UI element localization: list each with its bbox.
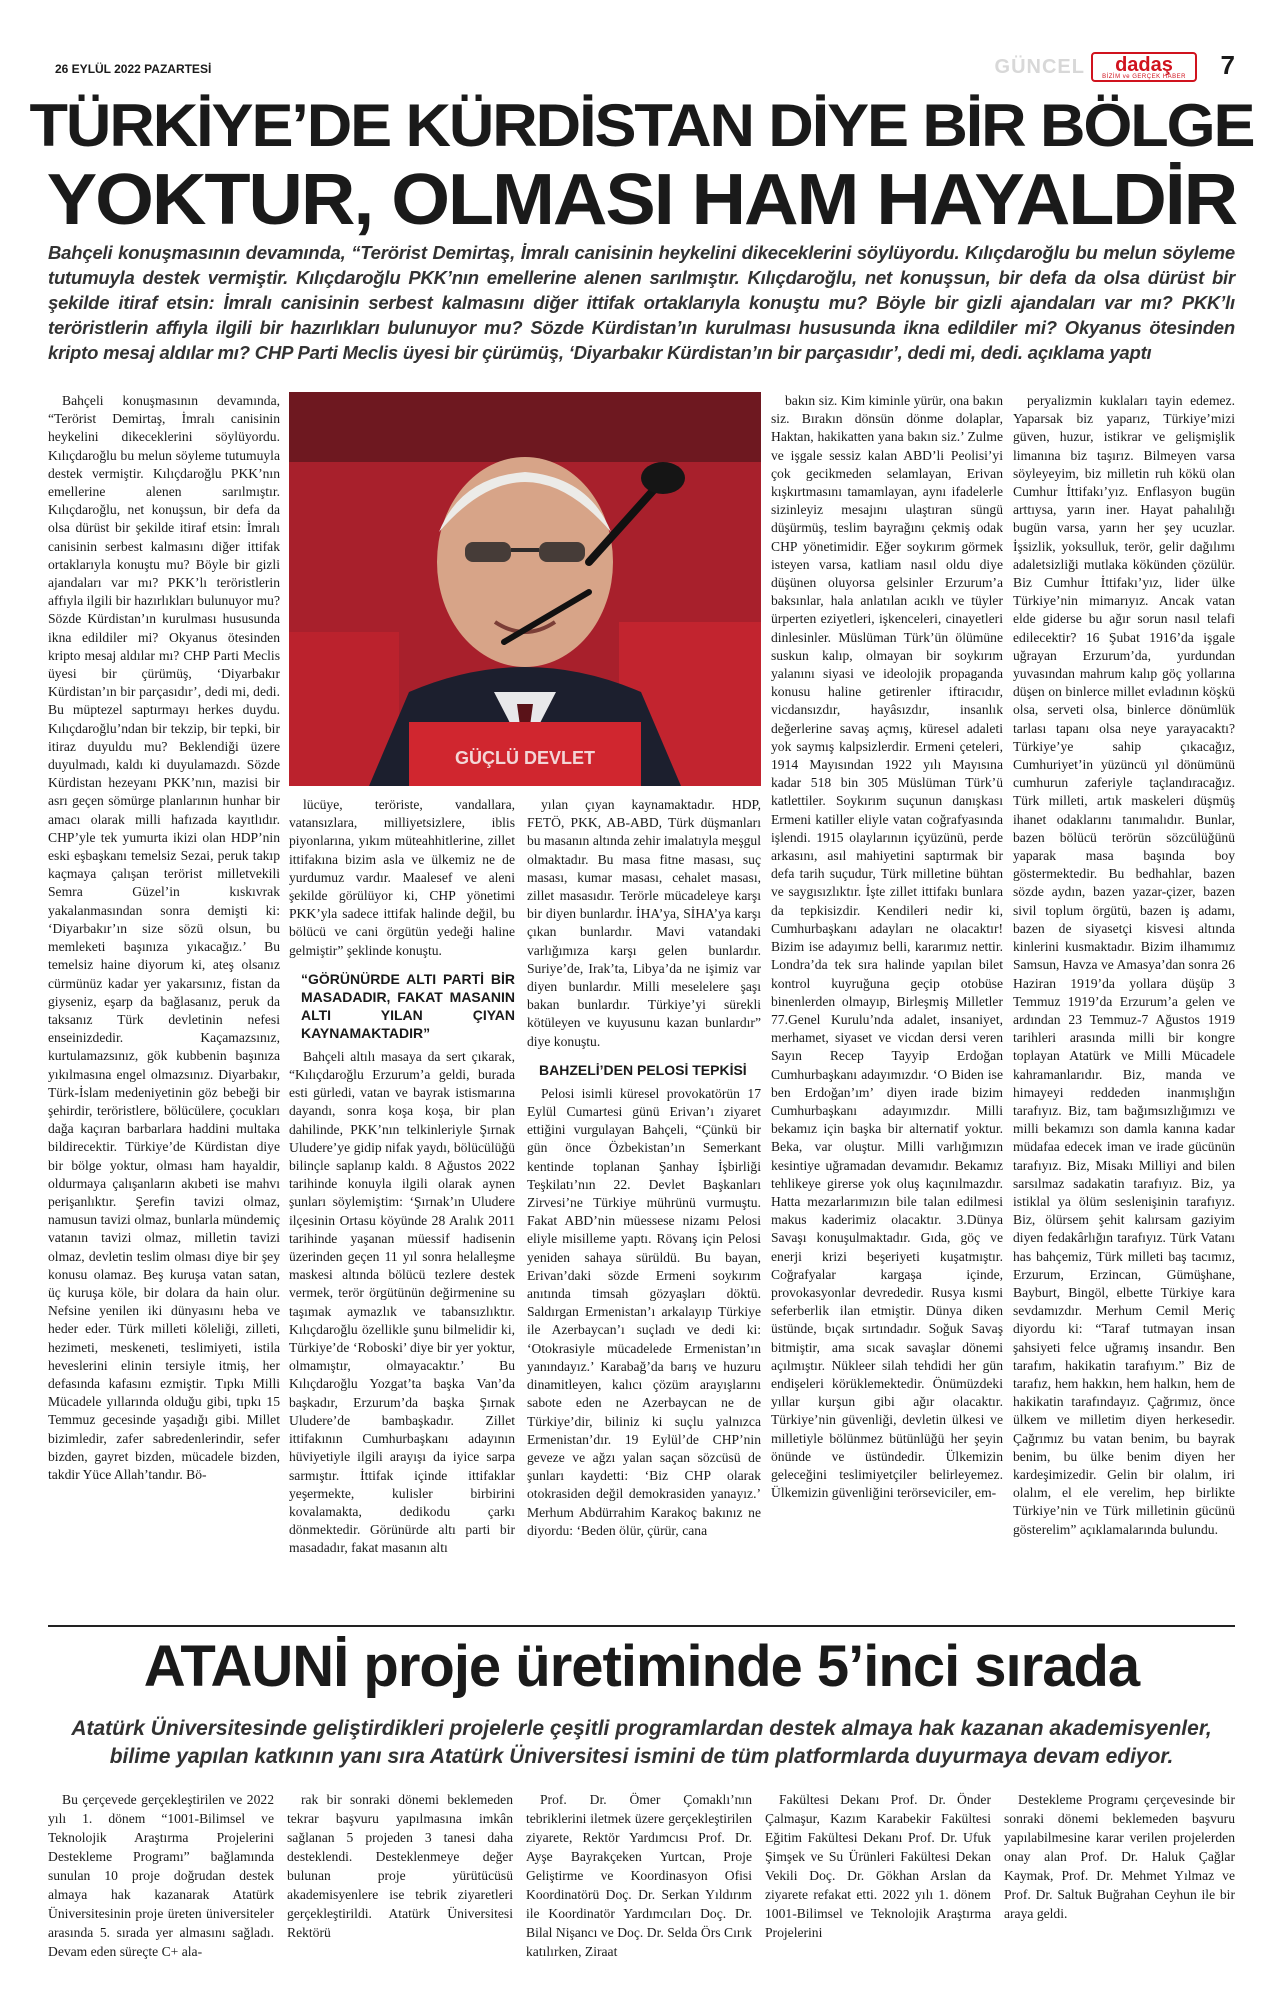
- headline-article-2: ATAUNİ proje üretiminde 5’inci sırada: [143, 1634, 1140, 1699]
- speaker-photo: [289, 392, 761, 786]
- column-text: lücüye, teröriste, vandallara, vatansızlara, milliyetsizlere, iblis piyonlarına, yıkım müteahhitlerine, zillet ittifakına bizim asla ve ülkemiz ne de yurdumuz vardır. Maalesef ve aleni şekilde görülüyor ki, CHP yönetimi PKK’yla sadece ittifak halinde değil, bu bölücü ve cani örgütün yedeği haline gelmiştir” şeklinde konuştu.: [289, 797, 515, 958]
- column-text: Bahçeli konuşmasının devamında, “Terörist Demirtaş, İmralı canisinin heykelini dikeceklerini söylüyordu. Kılıçdaroğlu bu melun söyleme tutumuyla destek vermiştir. Kılıçdaroğlu PKK’nın emellerine alenen sarılmıştır. Kılıçdaroğlu, net konuşsun, bir defa da olsa dürüst bir şekilde itiraf etsin: İmralı canisinin serbest kalmasını diğer ittifak ortaklarıyla konuştu mu? Böyle bir gizli ajandaları var mı? PKK’lı teröristlerin affıyla ilgili bir hazırlıkları bulunuyor mu? Sözde Kürdistan’ın kurulması hususunda ikna edildiler mi? Okyanus ötesinden kripto mesaj aldılar mı? CHP Parti Meclis üyesi bir çürümüş, ‘Diyarbakır Kürdistan’ın bir parçasıdır’, dedi mi, dedi. Bu müptezel saptırmayı herkes duydu. Kılıçdaroğlu’ndan bir tekzip, bir tepki, bir itiraz duyuldu mu? Beklendiği üzere duyulmadı, kaldı ki duyulamazdı. Sözde Kürdistan hezeyanı PKK’nın, mazisi bir asrı geçen sömürge planlarının hunhar bir amacı olarak milli hafızada kayıtlıdır. CHP’yle tek yumurta ikizi olan HDP’nin eski eşbaşkanı temelsiz Sezai, peruk takıp kaçmaya çalışan terörist milletvekili Semra Güzel’in kıskıvrak yakalanmasından sonra demişti ki: ‘Diyarbakır’ın size sözü olsun, bu memleketi başınıza yıkacağız.’ Bu temelsiz haine diyorum ki, ateş olsanız cürmünüz kadar yer yakarsınız, fistan da giyseniz, eşarp da bağlasanız, peruk da taksanız Türk devletinin nefesi enseinizdedir. Kaçamazsınız, kurtulamazsınız, gök kubbenin başınıza yıkılmasına engel olmazsınız. Diyarbakır, Türk-İslam medeniyetinin göz bebeği bir şehirdir, teröristlere, bölücülere, çocukları dağa kaçıran barbarlara haddini multaka bildirecektir. Türkiye’de Kürdistan diye bir bölge yoktur, olması ham hayaldir, oldurmaya çalışanların akıbeti ise mahvı perişanlıktır. Şerefin tavizi olmaz, namusun tavizi olmaz, bunlarla mündemiç vatanın tavizi olmaz, milletin tavizi olmaz, devletin teslim olması diye bir şey konusu olamaz. Beş kuruşa vatan satan, üç kuruşa köle, bir dolara da hain olur. Nefsine yenilen iki dünyasını heba ve heder eder. Türk milleti köleliği, zilleti, hezimeti, meskeneti, teslimiyeti, istila heveslerini elinin tersiyle itmiş, her defasında kafasını ezmiştir. Tıpkı Milli Mücadele yıllarında olduğu gibi, tıpkı 15 Temmuz gecesinde yaşadığı gibi. Millet bizimledir, zafer sabredenlerindir, sefer bizden, gayret bizden, mücadele bizden, takdir Yüce Allah’tandır. Bö-: [48, 393, 280, 1482]
- headline-line-1: TÜRKİYE’DE KÜRDİSTAN DİYE BİR BÖLGE: [29, 92, 1254, 159]
- column-text: yılan çıyan kaynamaktadır. HDP, FETÖ, PKK, AB-ABD, Türk düşmanları bu masanın altında zehir imalatıyla meşgul olmaktadır. Bu masa fitne masası, suç masası, kumar masası, cehalet masası, zillet masasıdır. Terörle mücadeleye karşı bir diyen bunlardır. İHA’ya, SİHA’ya karşı çıkan bunlardır. Mavi vatandaki varlığımıza karşı gelen bunlardır. Suriye’de, Irak’ta, Libya’da ne işimiz var diyen bunlardır. Milli meselelere şaşı bakan bunlardır. Türkiye’yi sürekli kötüleyen ve kuyusunu kazan bunlardır” diye konuştu.: [527, 797, 761, 1049]
- section-label: GÜNCEL: [994, 56, 1085, 78]
- page-number: 7: [1220, 50, 1235, 80]
- column-text: Prof. Dr. Ömer Çomaklı’nın tebriklerini iletmek üzere gerçekleştirilen ziyarete, Rektör Yardımcısı Prof. Dr. Ayşe Bayrakçeken Yurtcan, Proje Geliştirme ve Koordinasyon Ofisi Koordinatörü Doç. Dr. Serkan Yıldırım ile Koordinatör Yardımcıları Doç. Dr. Bilal Nişancı ve Doç. Dr. Selda Örs Cırık katılırken, Ziraat: [526, 1792, 752, 1959]
- article-column-1: [48, 392, 280, 1614]
- article-2-lead: Atatürk Üniversitesinde geliştirdikleri projelerle çeşitli programlardan destek almaya hak kazanan akademisyenler, bilime yapılan katkının yanı sıra Atatürk Üniversitesi ismini de tüm platformlarda duyurmaya devam ediyor.: [71, 1717, 1212, 1768]
- article-lead: Bahçeli konuşmasının devamında, “Terörist Demirtaş, İmralı canisinin heykelini dikeceklerini söylüyordu. Kılıçdaroğlu bu melun söyleme tutumuyla destek vermiştir. Kılıçdaroğlu PKK’nın emellerine alenen sarılmıştır. Kılıçdaroğlu, net konuşsun, bir defa da olsa dürüst bir şekilde itiraf etsin: İmralı canisinin serbest kalmasını diğer ittifak ortaklarıyla konuştu mu? Böyle bir gizli ajandaları var mı? PKK’lı teröristlerin affıyla ilgili bir hazırlıkları bulunuyor mu? Sözde Kürdistan’ın kurulması hususunda ikna edildiler mi? Okyanus ötesinden kripto mesaj aldılar mı? CHP Parti Meclis üyesi bir çürümüş, ‘Diyarbakır Kürdistan’ın bir parçasıdır’, dedi mi, dedi. açıklama yaptı: [48, 242, 1235, 363]
- column-text: Fakültesi Dekanı Prof. Dr. Önder Çalmaşur, Kazım Karabekir Fakültesi Eğitim Fakültesi Dekanı Prof. Dr. Ufuk Şimşek ve Su Ürünleri Fakültesi Dekan Vekili Doç. Dr. Gökhan Arslan da ziyarete refakat etti. 2022 yılı 1. dönem 1001-Bilimsel ve Teknolojik Araştırma Projelerini: [765, 1792, 991, 1940]
- column-text: Bu çerçevede gerçekleştirilen ve 2022 yılı 1. dönem “1001-Bilimsel ve Teknolojik Araştırma Projelerini Destekleme Programı” bağlamında sunulan 10 proje doğrudan destek almaya hak kazanarak Atatürk Üniversitesinin proje üreten üniversiteler arasında 5. sırada yer almasını sağladı. Devam eden süreçte C+ ala-: [48, 1792, 274, 1959]
- speaker-illustration: [289, 392, 761, 786]
- newspaper-logo: [1091, 52, 1197, 82]
- article-2-column-3: [526, 1790, 752, 1986]
- article-2-column-5: [1004, 1790, 1235, 1986]
- column-text: bakın siz. Kim kiminle yürür, ona bakın siz. Bırakın dönsün dönme dolaplar, Haktan, hakikatten yana bakın siz.’ Zulme ve işgale sessiz kalan ABD’li Peolisi’yi çok gecikmeden selamlayan, Erivan kışkırtmasını tamamlayan, aynı ifadelerle sizinleyiz mesajını ulaştıran süngü düşürmüş, teslim bayrağını çekmiş odak CHP yönetimidir. Eğer soykırım görmek isteyen varsa, katliam nasıl oldu diye düşünen oluyorsa gelsinler Erzurum’a baksınlar, hala anlatılan acıklı ve tüyler ürperten eziyetleri, işkenceleri, cinayetleri dinlesinler. Müslüman Türk’ün ölümüne suskun kalıp, olmayan bir soykırım yalanını siyasi ve ideolojik propaganda konusu haline getirenler iftiracıdır, vicdansızdır, hayâsızdır, insanlık değerlerine savaş açmış, küresel adaleti yok saymış kalpsizlerdir. Ermeni çeteleri, 1914 Mayısından 1922 yılı Mayısına kadar 518 bin 305 Müslüman Türk’ü katlettiler. Soykırım suçunun danışkası Ermeni katiller eliyle vatan coğrafyasında işlendi. 1915 olaylarının içyüzünü, perde arkasını, asıl mahiyetini saptırmak bir defa tarih suçudur, Türk milletine bühtan ve saygısızlıktır. İşte zillet ittifakı bunlara da tepkisizdir. Kendileri nedir ki, Cumhurbaşkanı adayları ne olacaktır! Bizim ise adayımız belli, kararımız nettir. Londra’da tek sıra halinde yapılan bilet kontrol kuyruğuna geçip otobüse binenlerden olmayıp, Birleşmiş Milletler 77.Genel Kurulu’nda adalet, insaniyet, merhamet, siyaset ve vicdan dersi veren Sayın Recep Tayyip Erdoğan Cumhurbaşkanı adayımızdır. ‘O Biden ise ben Erdoğan’ım’ diyen irade bizim Cumhurbaşkanı adayımızdır. Milli bekamız için başka bir alternatif yoktur. Beka, var oluştur. Milli varlığımızın kesintiye uğramadan devamıdır. Bekamız tehlikeye girerse yok oluş kaçınılmazdır. Hatta mezarlarımızın bile talan edilmesi makus kaderimiz olacaktır. 3.Dünya Savaşı konuşulmaktadır. Gıda, göç ve enerji krizi beşeriyeti kuşatmıştır. Coğrafyalar kargaşa içinde, provokasyonlar devrededir. Rusya kısmi seferberlik ilan etmiştir. Dünya diken üstünde, bıçak sırtındadır. Soğuk Savaş bitmiştir, ama sıcak savaşlar dönemi açılmıştır. Nükleer silah tehdidi her gün endişeleri körüklemektedir. Önümüzdeki yıllar kurşun gibi ağır olacaktır. Türkiye’nin güvenliği, devletin ülkesi ve milletiyle bölünmez bütünlüğü her şeyin önünde ve üstündedir. Ülkemizin geleceğini teslimiyetçiler belirleyemez. Ülkemizin güvenliğini terörseviciler, em-: [771, 393, 1003, 1501]
- article-divider: [48, 1625, 1235, 1627]
- column-text: rak bir sonraki dönemi beklemeden tekrar başvuru yapılmasına imkân sağlanan 5 projeden 3 tanesi daha desteklendi. Desteklenmeye değer bulunan proje yürütücüsü akademisyenlere ise tebrik ziyaretleri gerçekleştirildi. Atatürk Üniversitesi Rektörü: [287, 1792, 513, 1940]
- logo-tagline: BİZİM ve GERÇEK HABER: [1102, 74, 1186, 80]
- article-2-column-2: [287, 1790, 513, 1986]
- subheading-pelosi: BAHZELİ’DEN PELOSİ TEPKİSİ: [539, 1061, 747, 1078]
- column-text: Bahçeli altılı masaya da sert çıkarak, “Kılıçdaroğlu Erzurum’a geldi, burada esti gürledi, vatan ve bayrak istismarına dayandı, sonra koşa koşa, bir plan dahilinde, PKK’nın telkinleriyle Şırnak Uludere’ye gidip nifak yaydı, bölücülüğü bilinçle saplanıp kaldı. 8 Ağustos 2022 tarihinde konuyla ilgili olarak aynen şunları söylemiştim: ‘Şırnak’ın Uludere ilçesinin Ortasu köyünde 28 Aralık 2011 tarihinde yaşanan müessif hadisenin üzerinden geçen 11 yıl sonra helalleşme maskesi altında bölücü tezlere destek vermek, terör örgütünün değirmenine su taşımak aymazlık ve tabansızlıktır. Kılıçdaroğlu özellikle şunu bilmelidir ki, Türkiye’de ‘Roboski’ diye bir yer yoktur, olmamıştır, olmayacaktır.’ Bu Kılıçdaroğlu Yozgat’ta başka Van’da başkadır, Erzurum’da başka Şırnak Uludere’de bambaşkadır. Zillet ittifakının Cumhurbaşkanı adayının hüviyetiyle ilgili arayışı da iyice sarpa sarmıştır. İttifak içinde ittifaklar yeşermekte, kulisler birbirini kovalamakta, dedikodu çarkı dönmektedir. Görünürde altı parti bir masadadır, fakat masanın altı: [289, 1048, 515, 1556]
- column-text: peryalizmin kuklaları tayin edemez. Yaparsak biz yaparız, Türkiye’mizi güven, huzur, istikrar ve gelişmişlik limanına biz taşırız. Bilmeyen varsa söyleyeyim, biz milletin ruh kökü olan Cumhur İttifakı’yız. Enflasyon bugün arttıysa, yarın iner. Hayat pahalılığı bugün varsa, yarın her şey ucuzlar. İşsizlik, yoksulluk, terör, gelir dağılımı adaletsizliği mutlaka kökünden çözülür. Biz Cumhur İttifakı’yız, lider ülke Türkiye’nin mimarıyız. Ancak vatan elde giderse bu ağır sorun nasıl telafi edilecektir? 16 Şubat 1916’da işgale uğrayan Erzurum’da, yurdundan yuvasından mahrum kalıp göç yollarına düşen on binlerce millet evladının köşkü olsa, serveti olsa, binlerce dönümlük tarlası tapanı olsa neye yarayacaktı? Türkiye’ye sahip çıkacağız, Cumhuriyet’in yüzüncü yıl dönümünü cumhurun zaferiyle taçlandıracağız. Türk milleti, artık maskeleri düşmüş ihanet odaklarını tanımalıdır. Bunlar, bazen bölücü terörün sözcülüğünü yaparak masa başında boy göstermektedir. Bu bedhahlar, bazen sözde aydın, bazen yazar-çizer, bazen sivil toplum örgütü, bazen iş adamı, bazen de siyasetçi kisvesi altında kinlerini kusmaktadır. Bizim ilhamımız Samsun, Havza ve Amasya’dan sonra 26 Haziran 1919’da yollara düşüp 3 Temmuz 1919’da Erzurum’a gelen ve ardından 23 Temmuz-7 Ağustos 1919 tarihleri arasında milli bir kongre toplayan Atatürk ve Milli Mücadele kahramanlarıdır. Biz, manda ve himayeyi reddeden inanmışlığın tarafıyız. Biz, tam bağımsızlığımızı ve milli bekamızı son damla kanına kadar müdafaa edecek iman ve irade gücünün tarafıyız. Biz, Misakı Milliyi and bilen sarsılmaz sadakatin tarafıyız. Biz, ya istiklal ya ölüm seslenişinin tarafıyız. Biz, ölürsem şehit kalırsam gaziyim diyen fedakârlığın tarafıyız. Türk Vatanı has bahçemiz, Türk milleti baş tacımız, Erzurum, Erzincan, Gümüşhane, Bayburt, Bingöl, elbette Türkiye kara sevdamızdır. Merhum Cemil Meriç diyordu ki: “Taraf tutmayan insan şahsiyeti felce uğramış insandır. Ben tarafım, hakikatin tarafıyım.” Biz de tarafız, hem hakkın, hem halkın, hem de hakikatin tarafındayız. Çağrımız, önce ülkem ve milletim diyen herkesedir. Çağrımız bu vatan benim, bu bayrak benim, bu ülke benim diyen her kardeşimizedir. Gelin bir olalım, iri olalım, el ele verelim, hep birlikte Türkiye’nin ve Türk milletinin gücünü gösterelim” açıklamalarında bulundu.: [1013, 393, 1235, 1537]
- headline-line-2: YOKTUR, OLMASI HAM HAYALDİR: [46, 160, 1237, 240]
- article-2-column-1: [48, 1790, 274, 1986]
- logo-text: dadaş: [1115, 54, 1173, 76]
- page-header: [55, 48, 1235, 84]
- subheading-table: “GÖRÜNÜRDE ALTI PARTİ BİR MASADADIR, FAKAT MASANIN ALTI YILAN ÇIYAN KAYNAMAKTADIR”: [301, 970, 515, 1041]
- column-text: Pelosi isimli küresel provokatörün 17 Eylül Cumartesi günü Erivan’ı ziyaret ettiğini vurgulayan Bahçeli, “Çünkü bir gün önce Özbekistan’ın Semerkant kentinde toplanan Şanhay İşbirliği Teşkilatı’nın 22. Devlet Başkanları Zirvesi’ne Türkiye mührünü vurmuştu. Fakat ABD’nin müessese nizamı Pelosi eliyle misilleme yaptı. Rövanş için Pelosi yeniden sahaya sürüldü. Bu bayan, Erivan’daki sözde Ermeni soykırım anıtında timsah gözyaşları döktü. Saldırgan Ermenistan’ı arkalayıp Türkiye ile Azerbaycan’ı suçladı ve dedi ki: ‘Otokrasiyle mücadelede Ermenistan’ın yanındayız.’ Karabağ’da barış ve huzuru dinamitleyen, kalıcı çözüm arayışlarını sabote eden ne Azerbaycan ne de Türkiye’dir, biliniz ki suçlu yalnızca Ermenistan’dır. 19 Eylül’de CHP’nin geveze ve ağzı yalan saçan sözcüsü de şunları kaydetti: ‘Biz CHP olarak otokrasiden değil demokrasiden yanayız.’ Merhum Abdürrahim Karakoç bakınız ne diyordu: ‘Beden ölür, çürür, cana: [527, 1085, 761, 1538]
- article-column-3: [527, 796, 761, 1614]
- article-column-2: [289, 796, 515, 1614]
- column-text: Destekleme Programı çerçevesinde bir sonraki dönemi beklemeden başvuru yapılabilmesine karar verilen projelerden onay alan Prof. Dr. Haluk Çağlar Kaymak, Prof. Dr. Mehmet Yılmaz ve Prof. Dr. Saltuk Buğrahan Ceyhun ile bir araya geldi.: [1004, 1792, 1235, 1921]
- article-column-4: [771, 392, 1003, 1614]
- article-column-5: [1013, 392, 1235, 1614]
- lectern-text: GÜÇLÜ DEVLET: [454, 748, 596, 768]
- issue-date: 26 EYLÜL 2022 PAZARTESİ: [55, 62, 212, 76]
- article-2-column-4: [765, 1790, 991, 1986]
